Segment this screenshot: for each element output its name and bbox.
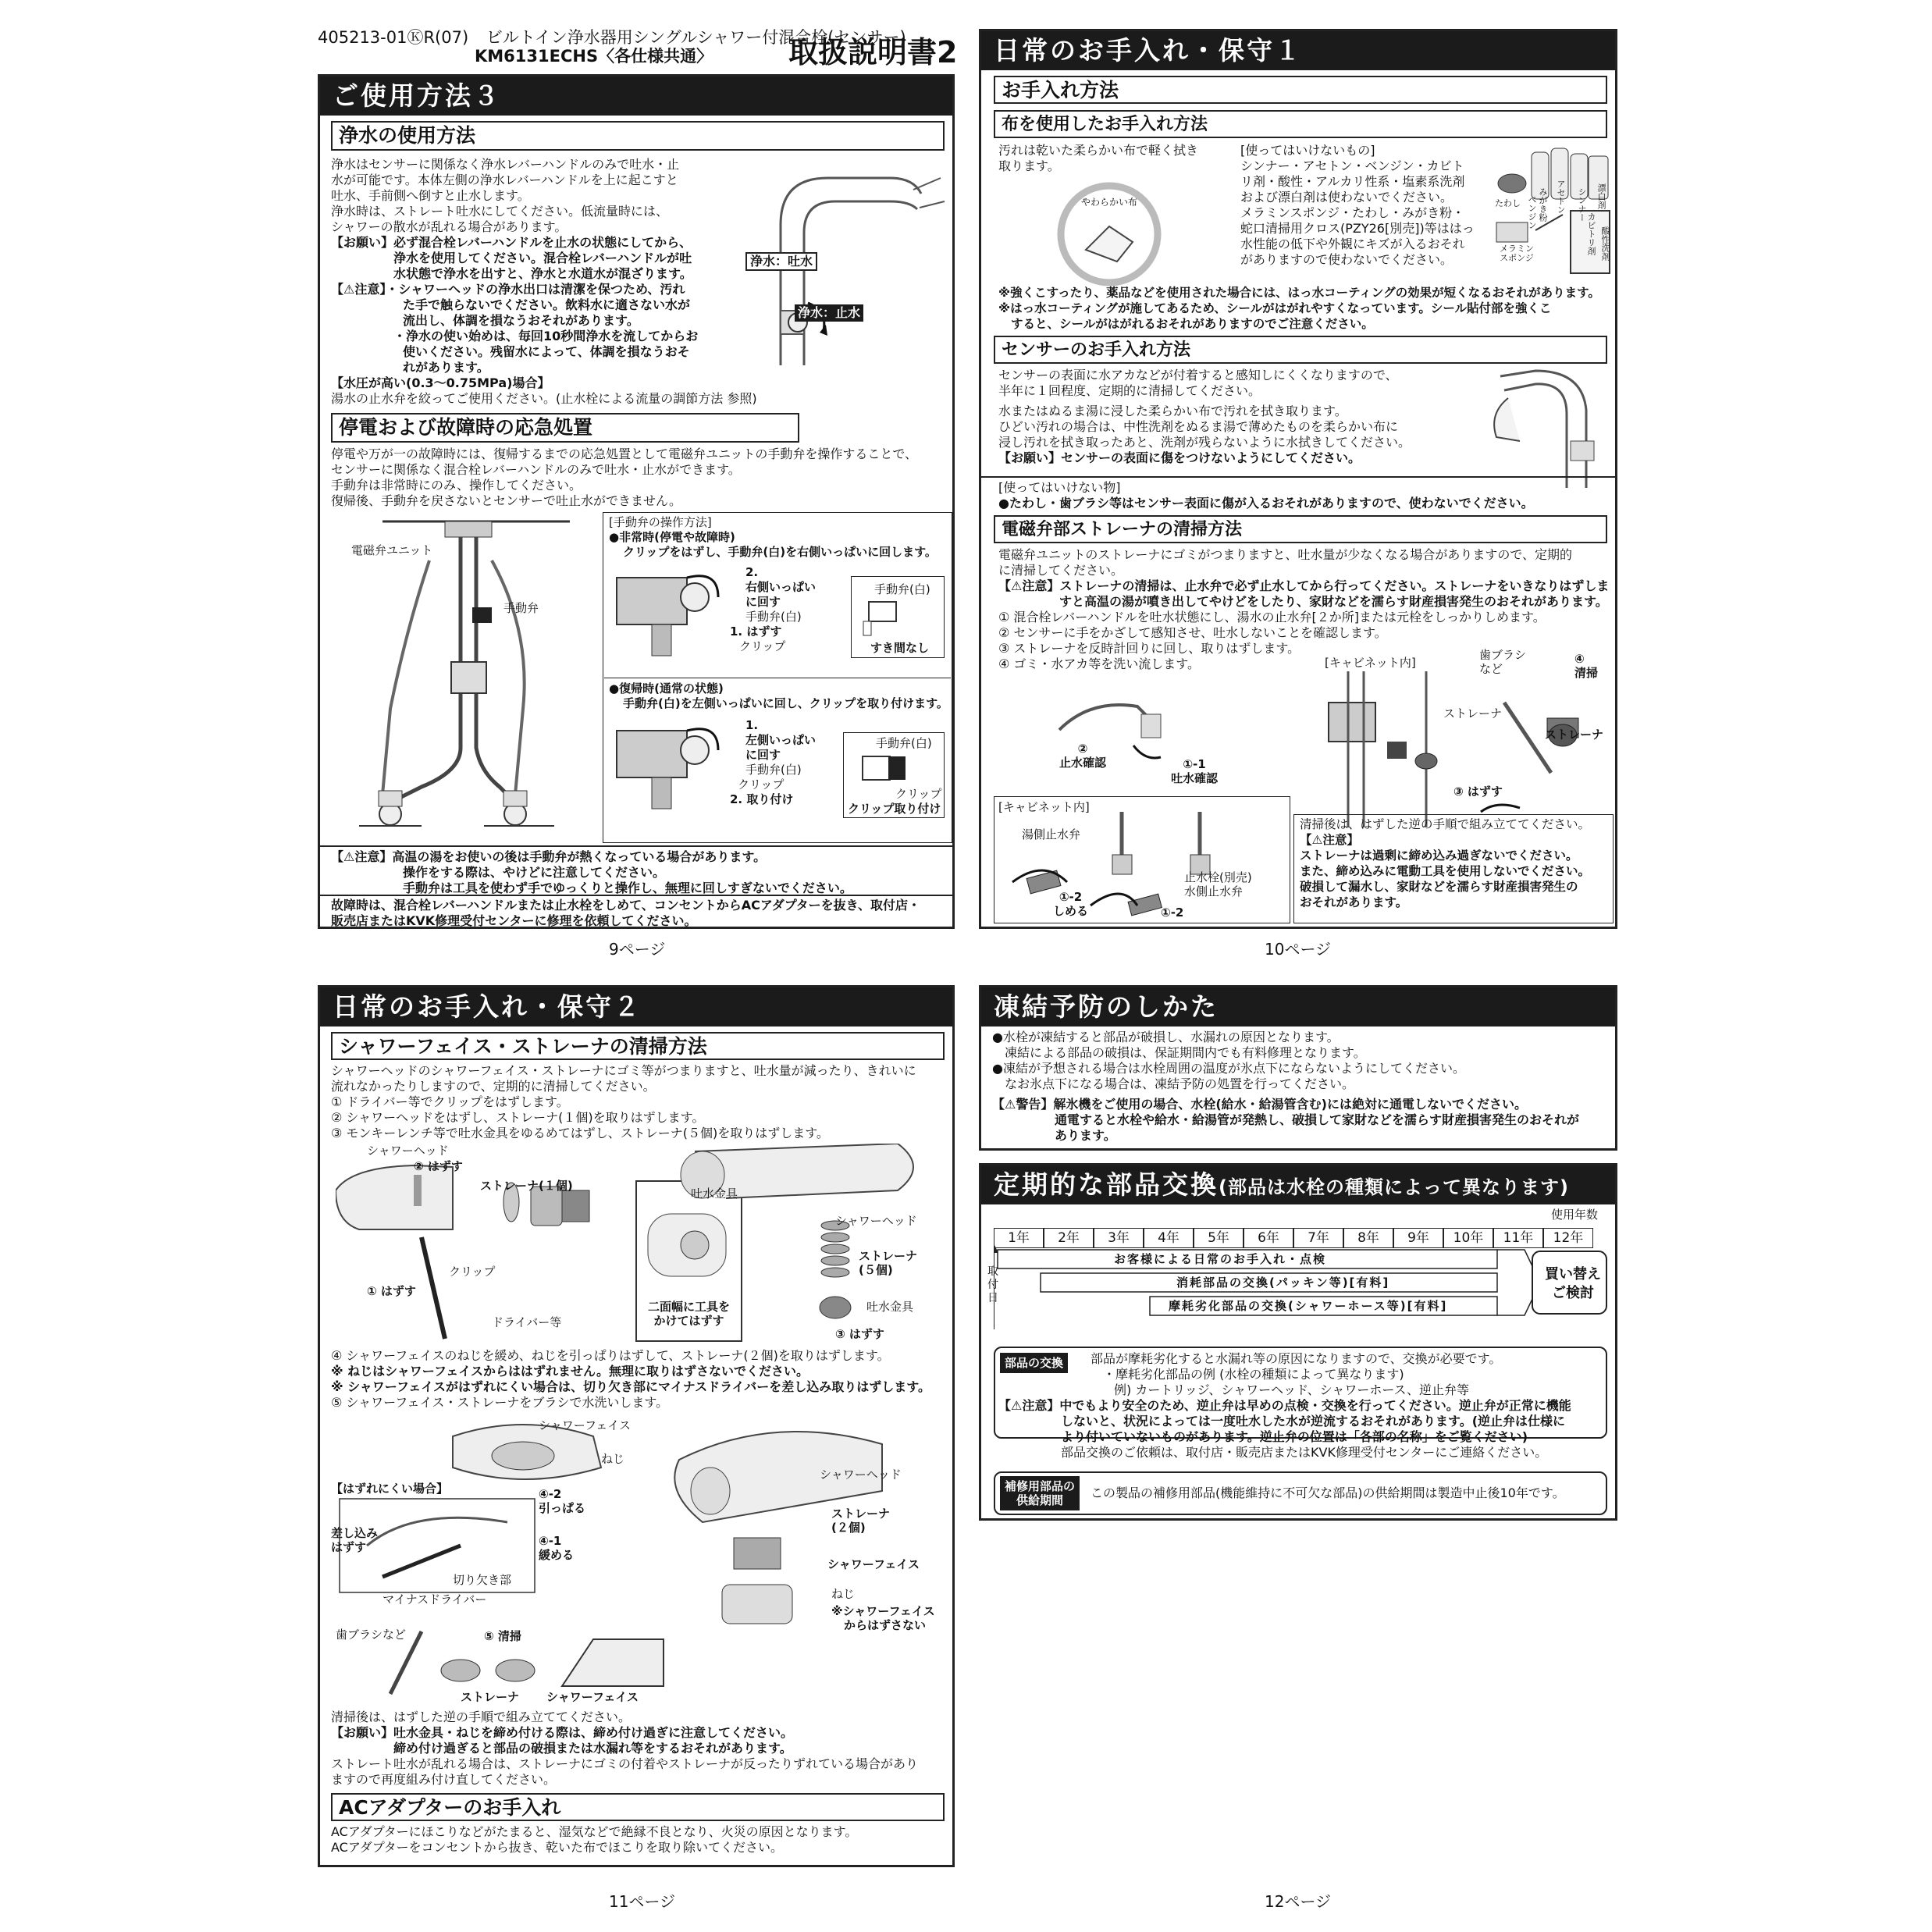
- caution-divider: [320, 845, 955, 847]
- fig2-strainer-3: ストレーナ: [461, 1690, 520, 1704]
- emergency-step-labels: 2. 右側いっぱい に回す 手動弁(白) 1. はずす クリップ: [730, 565, 817, 653]
- chem-label-scrubber: たわし: [1495, 198, 1521, 208]
- restore-detail-attach: クリップ取り付け: [848, 802, 941, 816]
- year-cell: 5年: [1194, 1228, 1244, 1248]
- freeze-panel: [979, 985, 1617, 1151]
- strainer-label-1: ストレーナ: [1443, 706, 1503, 720]
- fault-notice: 故障時は、混合栓レバーハンドルまたは止水栓をしめて、コンセントからACアダプターを抜き、取付店・ 販売店またはKVK修理受付センターに修理を依頼してください。: [331, 898, 921, 928]
- section-shower-cleaning: シャワーフェイス・ストレーナの清掃方法: [331, 1032, 945, 1060]
- doc-title: 取扱説明書2: [788, 35, 958, 69]
- fig2-brush: 歯ブラシなど: [336, 1628, 407, 1642]
- parts-replace-text: 部品が摩耗劣化すると水漏れ等の原因になりますので、交換が必要です。 ・摩耗劣化部品の例 (水栓の種類によって異なります) 例) カートリッジ、シャワーヘッド、シャワーホース、逆止弁等: [1091, 1351, 1502, 1397]
- shower-cleaning-step4: ④ シャワーフェイスのねじを緩め、ねじを引っぱりはずして、ストレーナ(２個)を取りはずします。 ※ ねじはシャワーフェイスからははずれません。無理に取りはずさないでください。 ※ シャワーフェイスがはずれにくい場合は、切り欠き部にマイナスドライバーを差し込み取りはずします。 ⑤ シャワーフェイス・ストレーナをブラシで水洗いします。: [331, 1348, 931, 1410]
- freeze-text: ●水栓が凍結すると部品が破損し、水漏れの原因となります。 凍結による部品の破損は、保証期間内でも有料修理となります。 ●凍結が予想される場合は水栓周囲の温度が氷点下にならないようにしてください。 なお氷点下になる場合は、凍結予防の処置を行ってください。 【⚠警告】解氷機をご使用の場合、水栓(給水・給湯管含む)には絶対に通電しないでください。 通電すると水栓や給水・給湯管が発熱し、破損して家財などを濡らす財産損害発生のおそれが あります。: [992, 1030, 1580, 1143]
- page-9-panel: [318, 74, 955, 929]
- close-step-label-2: ①-2: [1161, 906, 1184, 920]
- section-water-purifier: 浄水の使用方法: [331, 121, 945, 151]
- spout-check-label: ①-1 吐水確認: [1171, 757, 1219, 785]
- year-cell: 10年: [1443, 1228, 1493, 1248]
- fig1-driver: ドライバー等: [492, 1315, 562, 1329]
- install-date-label: 取 付 日: [987, 1265, 998, 1304]
- chem-label-benzine: ベンジン: [1527, 195, 1537, 229]
- chem-label-mold: カビトリ剤: [1586, 212, 1596, 255]
- fig2-insert: 差し込み はずす: [331, 1526, 379, 1554]
- fig2-shower-face-3: シャワーフェイス: [546, 1690, 639, 1704]
- section-strainer-cleaning: 電磁弁部ストレーナの清掃方法: [994, 515, 1607, 543]
- label-purified-close: 浄水：止水: [795, 304, 863, 322]
- section-ac-adapter: ACアダプターのお手入れ: [331, 1793, 945, 1821]
- page-11-panel: [318, 985, 955, 1867]
- fig1-strainer-1: ストレーナ(１個): [480, 1179, 573, 1193]
- restore-step-labels: 1. 左側いっぱい に回す 手動弁(白) クリップ 2. 取り付け: [730, 718, 817, 806]
- fig2-notch: 切り欠き部: [453, 1573, 512, 1587]
- strainer-steps: ③ ストレーナを反時計回りに回し、取りはずします。 ④ ゴミ・水アカ等を洗い流します。: [998, 641, 1300, 671]
- fig2-shower-face: シャワーフェイス: [539, 1418, 632, 1432]
- shower-cleaning-intro: シャワーヘッドのシャワーフェイス・ストレーナにゴミ等がつまりますと、吐水量が減ったり、きれいに 流れなかったりしますので、定期的に清掃してください。 ① ドライバー等でクリップをはずします。 ② シャワーヘッドをはずし、ストレーナ(１個)を取りはずします。 ③ モンキーレンチ等で吐水金具をゆるめてはずし、ストレーナ(５個)を取りはずします。: [331, 1063, 916, 1140]
- cabinet-label-2: [キャビネット内]: [998, 800, 1090, 814]
- fig2-flat-driver: マイナスドライバー: [382, 1592, 487, 1606]
- chem-label-polish: みがき粉: [1538, 187, 1548, 222]
- year-cell: 8年: [1343, 1228, 1393, 1248]
- emergency-instruction: クリップをはずし、手動弁(白)を右側いっぱいに回します。: [623, 545, 937, 559]
- label-valve-unit: 電磁弁ユニット: [351, 543, 433, 557]
- label-manual-valve: 手動弁: [503, 601, 539, 615]
- cloth-text: 汚れは乾いた柔らかい布で軽く拭き 取ります。: [998, 143, 1199, 173]
- fig1-wrench-note: 二面幅に工具を かけてはずす: [648, 1300, 731, 1328]
- parts-panel: [979, 1163, 1617, 1521]
- fig2-shower-face-2: シャワーフェイス: [827, 1557, 920, 1571]
- strainer-text: 電磁弁ユニットのストレーナにゴミがつまりますと、吐水量が少なくなる場合がありますので、定期的 に清掃してください。 【⚠注意】ストレーナの清掃は、止水弁で必ず止水してから行ってください。ストレーナをいきなりはずしま すと高温の湯が噴き出してやけどをしたり、家財などを濡らす財産損害発生のおそれがあります。 ① 混合栓レバーハンドルを吐水状態にし、湯水の止水弁[２か所]または元栓をしっかりしめます。 ② センサーに手をかざして感知させ、吐水しないことを確認します。: [998, 547, 1610, 640]
- bar-wear-parts: 摩耗劣化部品の交換(シャワーホース等)[有料]: [1169, 1299, 1448, 1313]
- brush-label: 歯ブラシ など: [1479, 648, 1527, 676]
- procedure-title: [手動弁の操作方法]: [609, 515, 712, 529]
- fig2-loosen: ④-1 緩める: [539, 1534, 575, 1562]
- emergency-text: 停電や万が一の故障時には、復帰するまでの応急処置として電磁弁ユニットの手動弁を操作することで、 センサーに関係なく混合栓レバーハンドルのみで吐水・止水ができます。 手動弁は非常時にのみ、操作してください。 復帰後、手動弁を戻さないとセンサーで吐止水ができません。: [331, 447, 918, 508]
- hot-valve-caution: 【⚠注意】高温の湯をお使いの後は手動弁が熱くなっている場合があります。 操作をする際は、やけどに注意してください。 手動弁は工具を使わず手でゆっくりと操作し、無理に回しすぎないでください。: [331, 849, 852, 895]
- gap-detail-icon: [857, 598, 935, 637]
- chem-label-melamine: メラミン スポンジ: [1500, 244, 1534, 263]
- page-9-title: ご使用方法３: [320, 76, 952, 116]
- label-purified-open: 浄水：吐水: [745, 252, 817, 271]
- strainer-label-2: ストレーナ: [1545, 728, 1604, 742]
- water-valve-label: 止水栓(別売) 水側止水弁: [1184, 870, 1252, 898]
- fig2-do-not-remove: ※シャワーフェイス からはずさない: [831, 1604, 935, 1632]
- restore-title: ●復帰時(通常の状態): [609, 681, 724, 696]
- restore-valve-illustration: [609, 715, 734, 813]
- fig2-screw-2: ねじ: [831, 1587, 856, 1601]
- chem-label-bleach: 漂白剤: [1596, 183, 1606, 209]
- detail-no-gap: すき間なし: [870, 641, 930, 655]
- page-10-title: 日常のお手入れ・保守１: [981, 31, 1615, 70]
- coating-notes: ※強くこすったり、薬品などを使用された場合には、はっ水コーティングの効果が短くなるおそれがあります。 ※はっ水コーティングが施してあるため、シールがはがれやすくなっています。シール貼付部を強くこ すると、シールがはがれるおそれがありますのでご注意ください。: [998, 286, 1600, 331]
- sensor-care-text: センサーの表面に水アカなどが付着すると感知しにくくなりますので、 半年に１回程度、定期的に清掃してください。 水またはぬるま湯に浸した柔らかい布で汚れを拭き取ります。 ひどい汚れの場合は、中性洗剤をぬるま湯で薄めたものを柔らかい布に 浸し汚れを拭き取ったあと、洗剤が残らないように水拭きしてください。 【お願い】センサーの表面に傷をつけないようにしてください。: [998, 368, 1411, 465]
- page-11-title: 日常のお手入れ・保守２: [320, 987, 952, 1026]
- clip-detail-icon: [851, 753, 937, 792]
- years-label: 使用年数: [1551, 1208, 1599, 1222]
- fig1-clip: クリップ: [449, 1265, 496, 1279]
- soft-cloth-label: やわらかい布: [1081, 197, 1138, 208]
- year-cell: 11年: [1493, 1228, 1543, 1248]
- cabinet-label: [キャビネット内]: [1325, 656, 1416, 670]
- parts-replace-tag: 部品の交換: [1000, 1353, 1068, 1373]
- doc-code: 405213-01ⓀR(07): [318, 28, 469, 47]
- fig1-remove-1: ① はずす: [367, 1284, 416, 1298]
- remove-step-label: ③ はずす: [1453, 785, 1503, 799]
- year-cell: 6年: [1244, 1228, 1293, 1248]
- supply-period-text: この製品の補修用部品(機能維持に不可欠な部品)の供給期間は製造中止後10年です。: [1091, 1485, 1565, 1500]
- section-sensor-care: センサーのお手入れ方法: [994, 336, 1607, 364]
- valve-unit-illustration: [336, 514, 585, 841]
- sensor-wipe-illustration: [1481, 367, 1614, 492]
- fig2-pull: ④-2 引っぱる: [539, 1487, 586, 1515]
- freeze-title: 凍結予防のしかた: [981, 987, 1615, 1026]
- supply-period-tag: 補修用部品の 供給期間: [1000, 1476, 1080, 1510]
- section-care-method: お手入れ方法: [994, 76, 1607, 104]
- year-cell: 2年: [1044, 1228, 1094, 1248]
- emergency-valve-illustration: [609, 562, 734, 660]
- restore-detail-valve: 手動弁(白): [876, 736, 932, 750]
- fig1-strainer-5: ストレーナ (５個): [859, 1249, 918, 1277]
- emergency-title: ●非常時(停電や故障時): [609, 530, 735, 544]
- purifier-text: 浄水はセンサーに関係なく浄水レバーハンドルのみで吐水・止 水が可能です。本体左側の浄水レバーハンドルを上に起こすと 吐水、手前側へ倒すと止水します。 浄水時は、ストレート吐水にしてください。低流量時には、 シャワーの散水が乱れる場合があります。 【お願い】必ず混合栓レバーハンドルを止水の状態にしてから、 浄水を使用してください。混合栓レバーハンドルが吐 水状態で浄水を出すと、浄水と水道水が混ざります。 【⚠注意】・シャワーヘッドの浄水出口は清潔を保つため、汚れ た手で触らないでください。飲料水に適さない水が 流出し、体調を損なうおそれがあります。 ・浄水の使い始めは、毎回10秒間浄水を流してからお 使いください。残留水によって、体調を損なうおそ れがあります。 【水圧が高い(0.3～0.75MPa)場合】 湯水の止水弁を絞ってご使用ください。(止水栓による流量の調節方法 参照): [331, 157, 757, 406]
- fig1-shower-head: シャワーヘッド: [367, 1144, 449, 1158]
- page-10-panel: [979, 29, 1617, 929]
- chem-label-acetone: アセトン: [1556, 180, 1566, 214]
- year-cell: 12年: [1543, 1228, 1593, 1248]
- year-cell: 1年: [994, 1228, 1044, 1248]
- page-number-11: 11ページ: [609, 1892, 676, 1911]
- fig1-spout-fitting: 吐水金具: [691, 1187, 738, 1201]
- page-number-10: 10ページ: [1265, 940, 1332, 959]
- fig1-shower-head-2: シャワーヘッド: [835, 1214, 917, 1228]
- fig1-spout-fitting-2: 吐水金具: [866, 1300, 914, 1314]
- sensor-divider: [981, 476, 1617, 478]
- restore-instruction: 手動弁(白)を左側いっぱいに回し、クリップを取り付けます。: [623, 696, 948, 710]
- fig2-shower-head: シャワーヘッド: [820, 1468, 902, 1482]
- ac-adapter-text: ACアダプターにほこりなどがたまると、湿気などで絶縁不良となり、火災の原因となります。 ACアダプターをコンセントから抜き、乾いた布でほこりを取り除いてください。: [331, 1824, 858, 1855]
- product-name: ビルトイン浄水器用シングルシャワー付混合栓(センサー): [486, 28, 906, 47]
- year-cell: 7年: [1293, 1228, 1343, 1248]
- fig2-clean: ⑤ 清掃: [484, 1629, 521, 1643]
- replace-consider: 買い替え ご検討: [1545, 1266, 1601, 1301]
- prohibited-items: [使ってはいけないもの] シンナー・アセトン・ベンジン・カビト リ剤・酸性・アルカリ性系・塩素系洗剤 および漂白剤は使わないでください。 メラミンスポンジ・たわし・みがき粉・ 蛇口清掃用クロス(PZY26[別売])等ははっ 水性能の低下や外観にキズが入るおそれ がありますので使わないでください。: [1240, 143, 1475, 267]
- fault-divider: [320, 895, 955, 896]
- reassemble-text: 清掃後は、はずした逆の手順で組み立ててください。 【⚠注意】 ストレーナは過剰に締め込み過ぎないでください。 また、締め込みに電動工具を使用しないでください。 破損して漏水し、家財などを濡らす財産損害発生の おそれがあります。: [1300, 817, 1591, 909]
- hot-valve-label: 湯側止水弁: [1022, 827, 1081, 841]
- parts-caution: 【⚠注意】中でもより安全のため、逆止弁は早めの点検・交換を行ってください。逆止弁が正常に機能 しないと、状況によっては一度吐水した水が逆流するおそれがあります。(逆止弁は仕様に より付いていないものがあります。逆止弁の位置は「各部の名称」をご覧ください) 部品交換のご依頼は、取付店・販売店またはKVK修理受付センターにご連絡ください。: [998, 1398, 1571, 1460]
- model-name: KM6131ECHS〈各仕様共通〉: [475, 47, 713, 66]
- fig2-strainer-2: ストレーナ (２個): [831, 1507, 891, 1535]
- bar-consumables: 消耗部品の交換(パッキン等)[有料]: [1176, 1276, 1390, 1290]
- fig1-remove-3: ③ はずす: [835, 1327, 884, 1341]
- chem-label-acid: 酸性洗剤: [1600, 226, 1610, 261]
- section-cloth-care: 布を使用したお手入れ方法: [994, 110, 1607, 138]
- stop-check-label: ② 止水確認: [1059, 742, 1107, 770]
- close-step-label: ①-2 しめる: [1053, 890, 1089, 918]
- chem-label-thinner: シンナー: [1577, 187, 1587, 222]
- section-emergency: 停電および故障時の応急処置: [331, 413, 799, 443]
- year-cell: 4年: [1144, 1228, 1194, 1248]
- bar-daily-care: お客様による日常のお手入れ・点検: [1114, 1252, 1327, 1266]
- detail-manual-valve: 手動弁(白): [874, 582, 930, 596]
- year-cell: 9年: [1393, 1228, 1443, 1248]
- sensor-prohibited: [使ってはいけない物] ●たわし・歯ブラシ等はセンサー表面に傷が入るおそれがありますので、使わないでください。: [998, 480, 1534, 511]
- parts-title: 定期的な部品交換(部品は水栓の種類によって異なります): [981, 1165, 1615, 1204]
- restore-detail-clip: クリップ: [895, 787, 942, 801]
- page-number-12: 12ページ: [1265, 1892, 1332, 1911]
- page-number-9: 9ページ: [609, 940, 666, 959]
- strainer-removal-illustration: [1325, 671, 1614, 827]
- fig2-screw: ねじ: [601, 1452, 625, 1466]
- fig1-remove-2: ② はずす: [414, 1159, 463, 1173]
- fig2-hard-case: 【はずれにくい場合】: [331, 1482, 449, 1496]
- year-cell: 3年: [1094, 1228, 1144, 1248]
- shower-after-text: 清掃後は、はずした逆の手順で組み立ててください。 【お願い】吐水金具・ねじを締め付ける際は、締め付け過ぎに注意してください。 締め付け過ぎると部品の破損または水漏れ等をするおそれがあります。 ストレート吐水が乱れる場合は、ストレーナにゴミの付着やストレーナが反ったりずれている場合があり ますので再度組み付け直してください。: [331, 1710, 919, 1787]
- clean-step-label: ④ 清掃: [1574, 652, 1599, 680]
